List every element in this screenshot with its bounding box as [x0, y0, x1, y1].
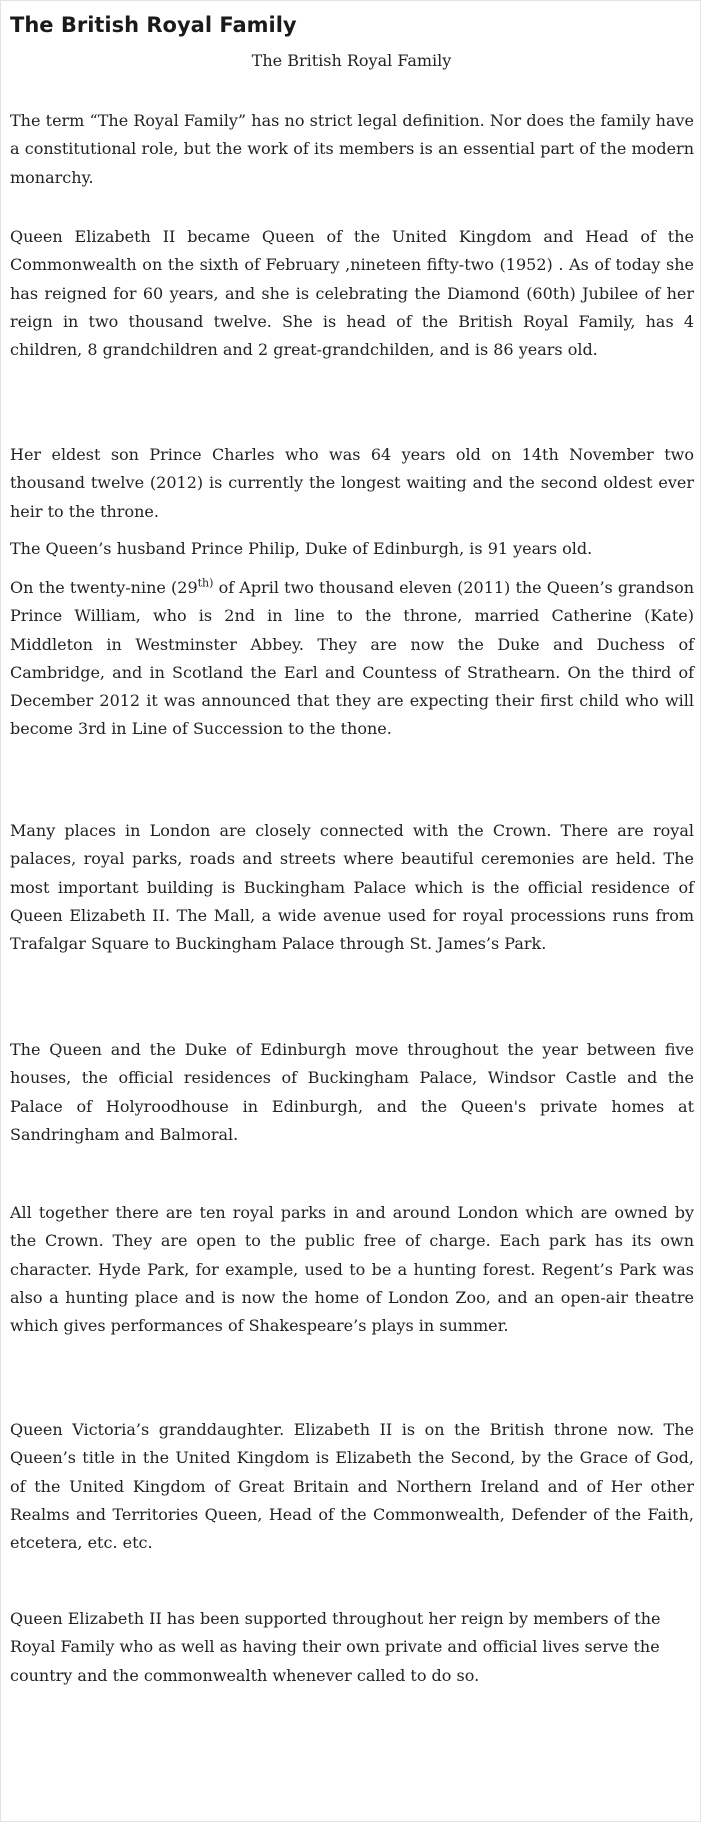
paragraph-queen-elizabeth: Queen Elizabeth II became Queen of the United Kingdom and Head of the Commonwealth on the sixth of February ,nineteen fifty-two (1952) . As of today she has reigned for 60 years, and she is celebrating the Diamond (60th) Jubilee of her reign in two thousand twelve. She is head of the British Royal Family, has 4 children, 8 grandchildren and 2 great-grandchilden, and is 86 years old. — [10, 227, 694, 360]
paragraph-prince-william — [10, 574, 694, 744]
paragraph-london-places: Many places in London are closely connected with the Crown. There are royal palaces, royal parks, roads and streets where beautiful ceremonies are held. The most important building is Buckingham Palace which is the official residence of Queen Elizabeth II. The Mall, a wide avenue used for royal processions runs from Trafalgar Square to Buckingham Palace through St. James’s Park. — [10, 821, 694, 954]
paragraph-queen-title: Queen Victoria’s granddaughter. Elizabeth II is on the British throne now. The Queen’s title in the United Kingdom is Elizabeth the Second, by the Grace of God, of the United Kingdom of Great Britain and Northern Ireland and of Her other Realms and Territories Queen, Head of the Commonwealth, Defender of the Faith, etcetera, etc. etc. — [10, 1420, 694, 1553]
document-subtitle: The British Royal Family — [251, 51, 452, 70]
paragraph-royal-support: Queen Elizabeth II has been supported throughout her reign by members of the Royal Family who as well as having their own private and official lives serve the country and the commonwealth whenever called to do so. — [10, 1609, 661, 1685]
paragraph-prince-william-text-b: of April two thousand eleven (2011) the Queen’s grandson Prince William, who is 2nd in line to the throne, married Catherine (Kate) Middleton in Westminster Abbey. They are now the Duke and Duchess of Cambridge, and in Scotland the Earl and Countess of Strathearn. On the third of December 2012 it was announced that they are expecting their first child who will become 3rd in Line of Succession to the thone. — [10, 578, 695, 739]
paragraph-prince-charles: Her eldest son Prince Charles who was 64 years old on 14th November two thousand twelve (2012) is currently the longest waiting and the second oldest ever heir to the throne. — [10, 445, 694, 521]
superscript-th: th) — [197, 576, 214, 590]
paragraph-prince-philip: The Queen’s husband Prince Philip, Duke of Edinburgh, is 91 years old. — [10, 539, 593, 558]
paragraph-royal-residences: The Queen and the Duke of Edinburgh move throughout the year between five houses, the official residences of Buckingham Palace, Windsor Castle and the Palace of Holyroodhouse in Edinburgh, and the Queen's private homes at Sandringham and Balmoral. — [10, 1040, 694, 1144]
page-title: The British Royal Family — [10, 13, 297, 37]
paragraph-royal-parks: All together there are ten royal parks in and around London which are owned by the Crown. They are open to the public free of charge. Each park has its own character. Hyde Park, for example, used to be a hunting forest. Regent’s Park was also a hunting place and is now the home of London Zoo, and an open-air theatre which gives performances of Shakespeare’s plays in summer. — [10, 1203, 694, 1336]
paragraph-royal-family-definition: The term “The Royal Family” has no strict legal definition. Nor does the family have a constitutional role, but the work of its members is an essential part of the modern monarchy. — [10, 111, 694, 187]
paragraph-prince-william-text-a: On the twenty-nine (29 — [10, 578, 198, 597]
